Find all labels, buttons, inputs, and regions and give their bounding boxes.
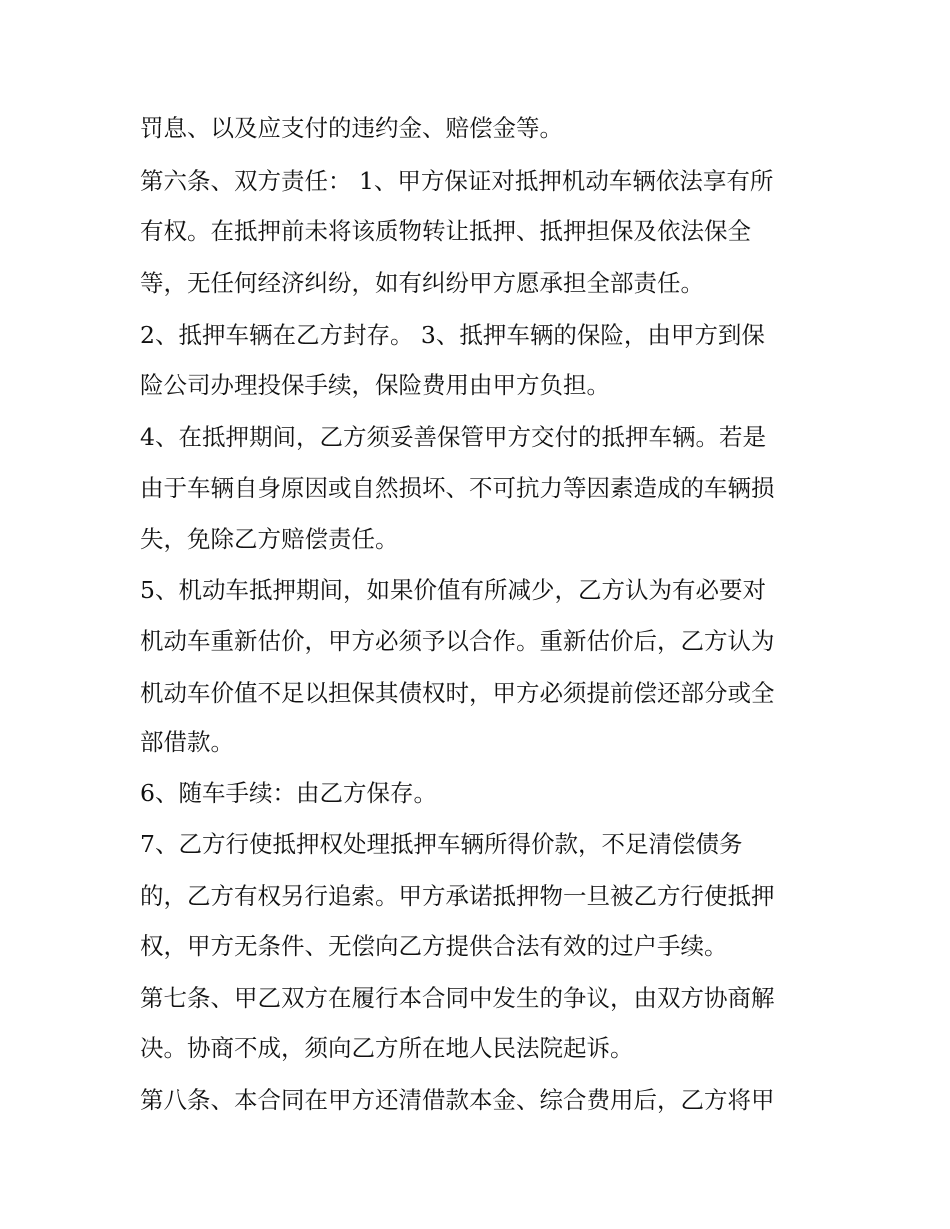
text-line: 机动车重新估价，甲方必须予以合作。重新估价后，乙方认为	[140, 627, 775, 655]
text-line: 第六条、双方责任： 1、甲方保证对抵押机动车辆依法享有所	[140, 167, 774, 195]
text-line: 的，乙方有权另行追索。甲方承诺抵押物一旦被乙方行使抵押	[140, 882, 775, 910]
text-line: 6、随车手续：由乙方保存。	[140, 779, 437, 807]
text-line: 有权。在抵押前未将该质物转让抵押、抵押担保及依法保全	[140, 217, 751, 245]
text-line: 5、机动车抵押期间，如果价值有所减少，乙方认为有必要对	[140, 576, 766, 604]
text-line: 罚息、以及应支付的违约金、赔偿金等。	[140, 114, 563, 142]
text-line: 第八条、本合同在甲方还清借款本金、综合费用后，乙方将甲	[140, 1086, 775, 1114]
text-line: 失，免除乙方赔偿责任。	[140, 525, 399, 553]
text-line: 部借款。	[140, 728, 234, 756]
text-line: 第七条、甲乙双方在履行本合同中发生的争议，由双方协商解	[140, 984, 775, 1012]
text-line: 等，无任何经济纠纷，如有纠纷甲方愿承担全部责任。	[140, 269, 704, 297]
text-line: 2、抵押车辆在乙方封存。 3、抵押车辆的保险，由甲方到保	[140, 321, 765, 349]
text-line: 由于车辆自身原因或自然损坏、不可抗力等因素造成的车辆损	[140, 474, 775, 502]
text-line: 权，甲方无条件、无偿向乙方提供合法有效的过户手续。	[140, 932, 728, 960]
text-line: 7、乙方行使抵押权处理抵押车辆所得价款，不足清偿债务	[140, 830, 743, 858]
text-line: 机动车价值不足以担保其债权时，甲方必须提前偿还部分或全	[140, 679, 775, 707]
text-line: 4、在抵押期间，乙方须妥善保管甲方交付的抵押车辆。若是	[140, 423, 766, 451]
text-line: 险公司办理投保手续，保险费用由甲方负担。	[140, 371, 610, 399]
text-line: 决。协商不成，须向乙方所在地人民法院起诉。	[140, 1034, 634, 1062]
